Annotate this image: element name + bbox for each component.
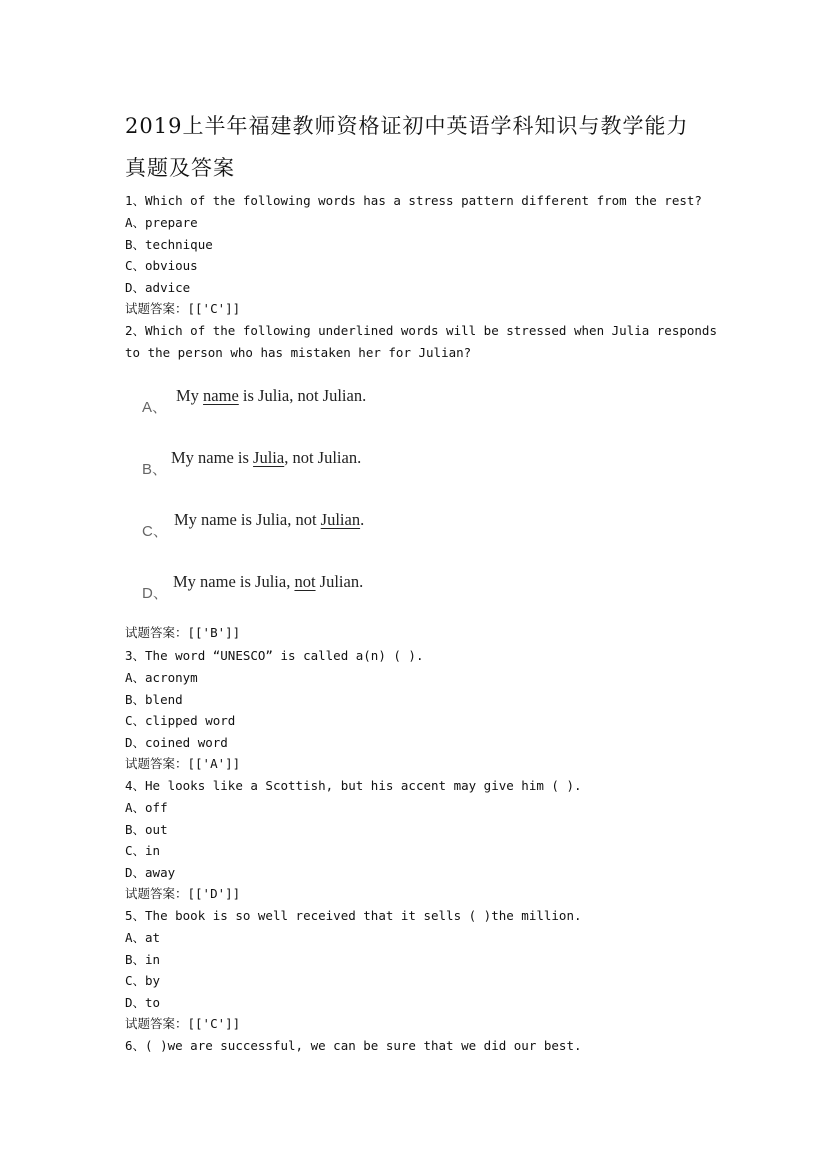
- question-6-stem: 6、( )we are successful, we can be sure that we did our best.: [125, 1038, 582, 1053]
- option-letter: B、: [142, 461, 168, 478]
- page-title-continued: 真题及答案: [125, 156, 235, 180]
- question-1-option-d: D、advice: [125, 280, 191, 295]
- question-4-answer: 试题答案：[['D']]: [125, 886, 241, 901]
- underlined-word: Julia: [253, 448, 285, 467]
- question-2-answer: 试题答案：[['B']]: [125, 625, 241, 640]
- question-3-answer: 试题答案：[['A']]: [125, 756, 241, 771]
- underlined-word: Julian: [320, 510, 361, 529]
- question-5-option-b: B、in: [125, 952, 161, 967]
- question-3-option-c: C、clipped word: [125, 713, 236, 728]
- question-5-option-d: D、to: [125, 995, 161, 1010]
- option-letter: C、: [142, 523, 168, 540]
- option-sentence: My name is Julia, not Julian.: [171, 448, 362, 467]
- option-sentence: My name is Julia, not Julian.: [176, 386, 367, 405]
- underlined-word: name: [203, 386, 239, 405]
- question-3-option-b: B、blend: [125, 692, 183, 707]
- question-4-option-b: B、out: [125, 822, 168, 837]
- question-2-stem-continued: to the person who has mistaken her for Julian?: [125, 345, 472, 360]
- question-5-option-a: A、at: [125, 930, 161, 945]
- question-4-stem: 4、He looks like a Scottish, but his accent may give him ( ).: [125, 778, 582, 793]
- underlined-word: not: [294, 572, 316, 591]
- question-1-stem: 1、Which of the following words has a stress pattern different from the rest?: [125, 193, 702, 208]
- option-letter: A、: [142, 399, 168, 416]
- question-1-answer: 试题答案：[['C']]: [125, 301, 241, 316]
- option-sentence: My name is Julia, not Julian.: [174, 510, 365, 529]
- option-sentence: My name is Julia, not Julian.: [173, 572, 364, 591]
- question-2-stem: 2、Which of the following underlined words will be stressed when Julia responds: [125, 323, 717, 338]
- question-5-answer: 试题答案：[['C']]: [125, 1016, 241, 1031]
- question-3-option-d: D、coined word: [125, 735, 228, 750]
- question-4-option-c: C、in: [125, 843, 161, 858]
- question-4-option-a: A、off: [125, 800, 168, 815]
- question-3-option-a: A、acronym: [125, 670, 198, 685]
- page-title: 2019上半年福建教师资格证初中英语学科知识与教学能力: [125, 114, 689, 138]
- question-1-option-c: C、obvious: [125, 258, 198, 273]
- option-letter: D、: [142, 585, 168, 602]
- question-3-stem: 3、The word “UNESCO” is called a(n) ( ).: [125, 648, 424, 663]
- question-1-option-b: B、technique: [125, 237, 213, 252]
- question-4-option-d: D、away: [125, 865, 176, 880]
- question-5-stem: 5、The book is so well received that it sells ( )the million.: [125, 908, 582, 923]
- question-1-option-a: A、prepare: [125, 215, 198, 230]
- question-5-option-c: C、by: [125, 973, 161, 988]
